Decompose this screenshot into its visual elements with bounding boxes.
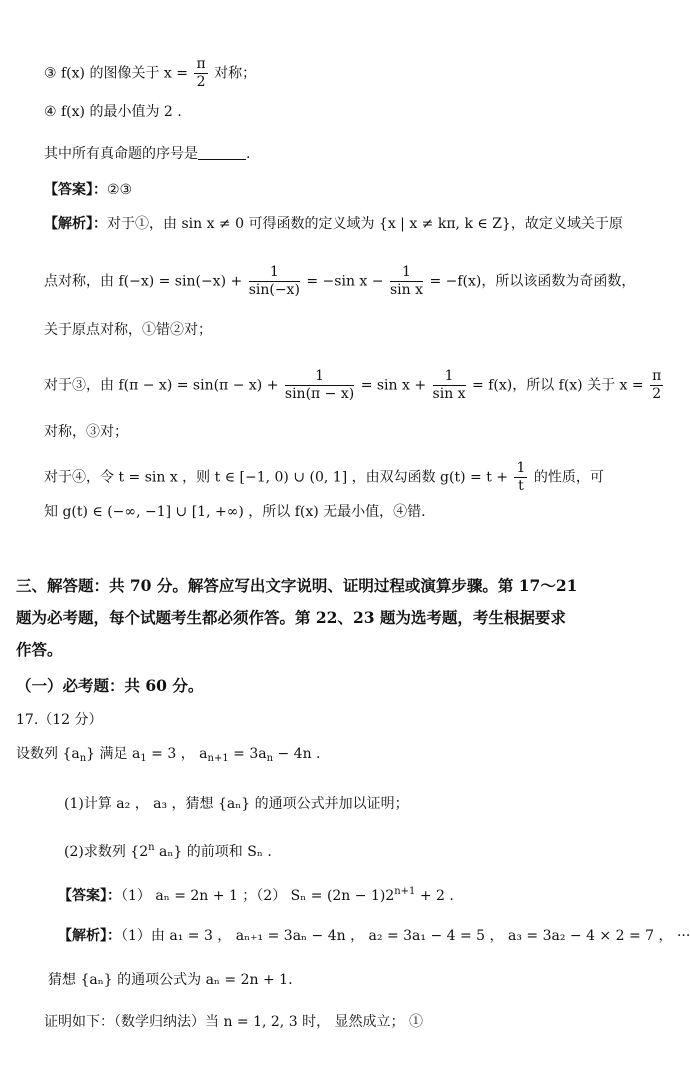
answer-line: 【答案】：②③ [44, 182, 133, 198]
statement-item-4: ④ f(x) 的最小值为 2 . [44, 104, 182, 120]
fraction: $\frac{1}{\text{sin x}}$ [389, 264, 423, 298]
problem-17-proof: 证明如下：（数学归纳法）当 n = 1, 2, 3 时， 显然成立； ① [44, 1014, 423, 1030]
analysis-line-4: 对于③，由 f(π − x) = sin(π − x) + $\frac{1}{\sin(\pi - x)}$ = sin x + $\frac{1}{\text{sin x}}$ = f(x)，所以 f(x) 关于 x = $\frac{\pi}{2}$ [44, 368, 662, 402]
analysis-line-7: 知 g(t) ∈ (−∞, −1] ∪ [1, +∞) ，所以 f(x) 无最小值，④错. [44, 504, 426, 520]
section-3-heading-end: 作答。 [16, 640, 63, 659]
fraction: $\frac{1}{\text{sin x}}$ [432, 368, 466, 402]
section-3-heading-cont: 题为必考题，每个试题考生都必须作答。第 22、23 题为选考题，考生根据要求 [16, 608, 566, 627]
analysis-line-5: 对称，③对； [44, 424, 128, 440]
problem-17-guess: 猜想 {aₙ} 的通项公式为 aₙ = 2n + 1. [48, 972, 293, 988]
fraction: $\frac{1}{\sin(-x)}$ [248, 264, 300, 298]
fraction: $\frac{1}{t}$ [516, 460, 526, 494]
problem-17-header: 17.（12 分） [16, 712, 103, 728]
fraction-pi-over-2: $\frac{\pi}{2}$ [196, 56, 206, 90]
problem-17-answer: 【答案】：（1） aₙ = 2n + 1 ；（2） $S_n = (2n - 1)2^{n+1} + 2$ . [58, 886, 454, 904]
analysis-line-2: 点对称，由 f(−x) = sin(−x) + $\frac{1}{\sin(-x)}$ = −sin x − $\frac{1}{\text{sin x}}$ = −f(x)，所以该函数为奇函数， [44, 264, 636, 298]
question-prompt: 其中所有真命题的序号是 . [44, 146, 251, 162]
fraction-pi-over-2: $\frac{\pi}{2}$ [652, 368, 662, 402]
analysis-line-3: 关于原点对称，①错②对； [44, 322, 212, 338]
section-3-heading: 三、解答题：共 70 分。解答应写出文字说明、证明过程或演算步骤。第 17～21 [16, 576, 578, 595]
statement-item-3: ③ f(x) 的图像关于 x = $\frac{\pi}{2}$ 对称； [44, 56, 257, 90]
analysis-line-1: 【解析】：对于①，由 sin x ≠ 0 可得函数的定义域为 {x | x ≠ kπ, k ∈ Z}，故定义域关于原 [44, 216, 623, 232]
problem-17-part-2: (2)求数列 {2$^n$ aₙ} 的前项和 Sₙ . [64, 842, 272, 860]
problem-17-part-1: (1)计算 a₂ ， a₃ ，猜想 {aₙ} 的通项公式并加以证明； [64, 796, 409, 812]
section-required-heading: （一）必考题：共 60 分。 [16, 676, 204, 695]
answer-blank [198, 145, 246, 160]
fraction: $\frac{1}{\sin(\pi - x)}$ [284, 368, 355, 402]
problem-17-statement: 设数列 $\{a_n\}$ 满足 $a_1 = 3$ ， $a_{n+1} = 3a_n - 4n$ . [16, 746, 321, 764]
analysis-line-6: 对于④，令 t = sin x ，则 t ∈ [−1, 0) ∪ (0, 1] ，由双勾函数 g(t) = t + $\frac{1}{t}$ 的性质，可 [44, 460, 604, 494]
problem-17-analysis: 【解析】：（1）由 a₁ = 3 ， aₙ₊₁ = 3aₙ − 4n ， a₂ = 3a₁ − 4 = 5 ， a₃ = 3a₂ − 4 × 2 = 7 ， ··· [58, 928, 690, 944]
